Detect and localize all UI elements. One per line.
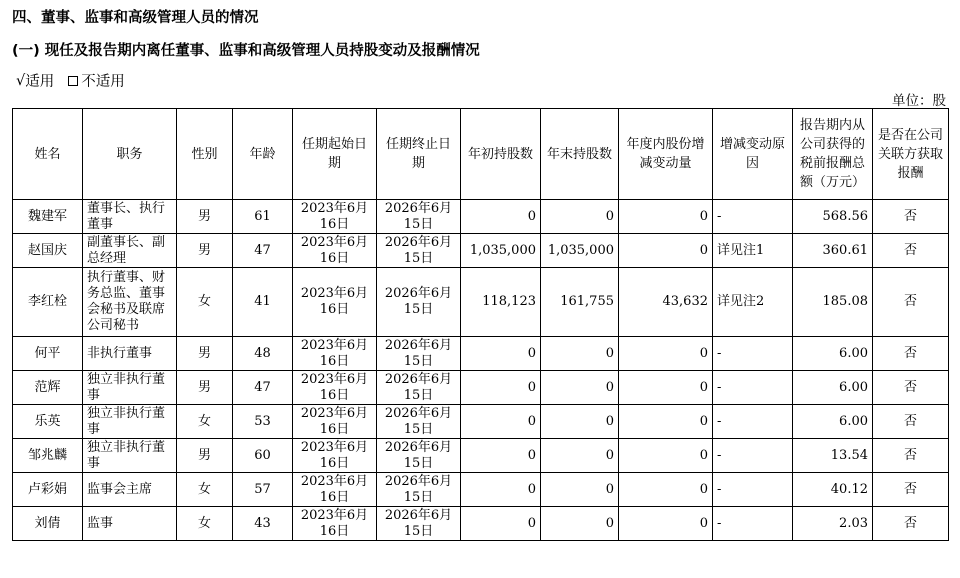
cell-name: 邹兆麟: [13, 439, 83, 473]
header-shares-begin: 年初持股数: [461, 109, 541, 200]
cell-term-end: 2026年6月15日: [377, 405, 461, 439]
shareholding-remuneration-table: [12, 108, 949, 541]
cell-position: 执行董事、财务总监、董事会秘书及联席公司秘书: [83, 268, 177, 337]
cell-shares-end: 161,755: [541, 268, 619, 337]
cell-change-reason: -: [713, 507, 793, 541]
cell-related-party-pay: 否: [873, 200, 949, 234]
cell-change-reason: -: [713, 439, 793, 473]
cell-related-party-pay: 否: [873, 473, 949, 507]
header-term-start: 任期起始日期: [293, 109, 377, 200]
cell-remuneration: 6.00: [793, 371, 873, 405]
header-remuneration: 报告期内从公司获得的税前报酬总额（万元）: [793, 109, 873, 200]
cell-position: 非执行董事: [83, 337, 177, 371]
cell-related-party-pay: 否: [873, 371, 949, 405]
header-shares-end: 年末持股数: [541, 109, 619, 200]
cell-shares-begin: 1,035,000: [461, 234, 541, 268]
cell-shares-end: 0: [541, 439, 619, 473]
cell-shares-begin: 118,123: [461, 268, 541, 337]
cell-shares-end: 0: [541, 200, 619, 234]
applicability-options: [16, 70, 125, 91]
option-not-applicable-label: 不适用: [81, 74, 125, 90]
cell-change-reason: -: [713, 200, 793, 234]
cell-gender: 男: [177, 337, 233, 371]
cell-remuneration: 2.03: [793, 507, 873, 541]
subsection-title: (一) 现任及报告期内离任董事、监事和高级管理人员持股变动及报酬情况: [12, 43, 480, 59]
cell-term-end: 2026年6月15日: [377, 473, 461, 507]
cell-change-reason: 详见注1: [713, 234, 793, 268]
cell-age: 41: [233, 268, 293, 337]
option-applicable-label: 适用: [25, 74, 55, 90]
cell-gender: 男: [177, 200, 233, 234]
cell-shares-end: 0: [541, 473, 619, 507]
cell-shares-change: 0: [619, 507, 713, 541]
cell-position: 监事会主席: [83, 473, 177, 507]
cell-position: 独立非执行董事: [83, 405, 177, 439]
cell-shares-change: 0: [619, 439, 713, 473]
cell-gender: 女: [177, 405, 233, 439]
cell-shares-end: 1,035,000: [541, 234, 619, 268]
cell-term-end: 2026年6月15日: [377, 371, 461, 405]
cell-change-reason: -: [713, 337, 793, 371]
cell-shares-begin: 0: [461, 405, 541, 439]
header-position: 职务: [83, 109, 177, 200]
cell-age: 53: [233, 405, 293, 439]
cell-age: 47: [233, 234, 293, 268]
cell-age: 60: [233, 439, 293, 473]
cell-position: 监事: [83, 507, 177, 541]
table-row: [13, 234, 949, 268]
cell-name: 卢彩娟: [13, 473, 83, 507]
cell-age: 61: [233, 200, 293, 234]
unit-label: 单位：股: [892, 93, 946, 109]
cell-gender: 男: [177, 371, 233, 405]
cell-remuneration: 360.61: [793, 234, 873, 268]
cell-remuneration: 185.08: [793, 268, 873, 337]
header-gender: 性别: [177, 109, 233, 200]
cell-name: 魏建军: [13, 200, 83, 234]
cell-related-party-pay: 否: [873, 337, 949, 371]
cell-shares-begin: 0: [461, 337, 541, 371]
cell-position: 董事长、执行董事: [83, 200, 177, 234]
cell-shares-begin: 0: [461, 200, 541, 234]
cell-gender: 女: [177, 268, 233, 337]
checkmark-icon: √: [16, 72, 26, 89]
cell-name: 何平: [13, 337, 83, 371]
section-title: 四、董事、监事和高级管理人员的情况: [12, 10, 259, 26]
cell-name: 范辉: [13, 371, 83, 405]
cell-shares-change: 0: [619, 371, 713, 405]
cell-related-party-pay: 否: [873, 268, 949, 337]
cell-shares-change: 0: [619, 200, 713, 234]
cell-term-end: 2026年6月15日: [377, 200, 461, 234]
header-change-reason: 增减变动原因: [713, 109, 793, 200]
cell-shares-end: 0: [541, 507, 619, 541]
cell-position: 独立非执行董事: [83, 371, 177, 405]
cell-gender: 女: [177, 507, 233, 541]
cell-remuneration: 13.54: [793, 439, 873, 473]
cell-shares-change: 0: [619, 234, 713, 268]
table-row: [13, 473, 949, 507]
cell-gender: 男: [177, 439, 233, 473]
cell-term-start: 2023年6月16日: [293, 507, 377, 541]
cell-term-start: 2023年6月16日: [293, 268, 377, 337]
header-age: 年龄: [233, 109, 293, 200]
cell-term-start: 2023年6月16日: [293, 439, 377, 473]
cell-change-reason: -: [713, 405, 793, 439]
cell-related-party-pay: 否: [873, 439, 949, 473]
cell-age: 43: [233, 507, 293, 541]
cell-related-party-pay: 否: [873, 507, 949, 541]
cell-remuneration: 568.56: [793, 200, 873, 234]
table-row: [13, 439, 949, 473]
table-row: [13, 200, 949, 234]
cell-term-end: 2026年6月15日: [377, 268, 461, 337]
table-body: [13, 200, 949, 541]
cell-term-end: 2026年6月15日: [377, 337, 461, 371]
cell-change-reason: -: [713, 371, 793, 405]
cell-term-end: 2026年6月15日: [377, 507, 461, 541]
cell-name: 乐英: [13, 405, 83, 439]
cell-age: 47: [233, 371, 293, 405]
table-row: [13, 405, 949, 439]
empty-checkbox-icon: [68, 76, 78, 86]
cell-gender: 男: [177, 234, 233, 268]
cell-term-end: 2026年6月15日: [377, 234, 461, 268]
cell-shares-begin: 0: [461, 439, 541, 473]
table-row: [13, 337, 949, 371]
table-row: [13, 371, 949, 405]
cell-shares-begin: 0: [461, 371, 541, 405]
cell-remuneration: 6.00: [793, 337, 873, 371]
cell-term-start: 2023年6月16日: [293, 234, 377, 268]
cell-shares-end: 0: [541, 337, 619, 371]
header-name: 姓名: [13, 109, 83, 200]
header-shares-change: 年度内股份增减变动量: [619, 109, 713, 200]
header-related-party-pay: 是否在公司关联方获取报酬: [873, 109, 949, 200]
cell-name: 李红栓: [13, 268, 83, 337]
cell-shares-change: 0: [619, 337, 713, 371]
cell-shares-begin: 0: [461, 473, 541, 507]
cell-term-start: 2023年6月16日: [293, 405, 377, 439]
table-header-row: [13, 109, 949, 200]
table-row: [13, 507, 949, 541]
cell-shares-change: 43,632: [619, 268, 713, 337]
cell-shares-end: 0: [541, 405, 619, 439]
cell-age: 48: [233, 337, 293, 371]
cell-gender: 女: [177, 473, 233, 507]
cell-term-start: 2023年6月16日: [293, 337, 377, 371]
cell-term-start: 2023年6月16日: [293, 473, 377, 507]
cell-related-party-pay: 否: [873, 405, 949, 439]
cell-name: 刘倩: [13, 507, 83, 541]
cell-position: 独立非执行董事: [83, 439, 177, 473]
cell-term-end: 2026年6月15日: [377, 439, 461, 473]
cell-term-start: 2023年6月16日: [293, 200, 377, 234]
cell-age: 57: [233, 473, 293, 507]
cell-remuneration: 6.00: [793, 405, 873, 439]
cell-term-start: 2023年6月16日: [293, 371, 377, 405]
cell-change-reason: 详见注2: [713, 268, 793, 337]
cell-shares-end: 0: [541, 371, 619, 405]
header-term-end: 任期终止日期: [377, 109, 461, 200]
cell-related-party-pay: 否: [873, 234, 949, 268]
table-row: [13, 268, 949, 337]
cell-shares-begin: 0: [461, 507, 541, 541]
cell-name: 赵国庆: [13, 234, 83, 268]
cell-position: 副董事长、副总经理: [83, 234, 177, 268]
cell-change-reason: -: [713, 473, 793, 507]
cell-shares-change: 0: [619, 405, 713, 439]
cell-shares-change: 0: [619, 473, 713, 507]
cell-remuneration: 40.12: [793, 473, 873, 507]
